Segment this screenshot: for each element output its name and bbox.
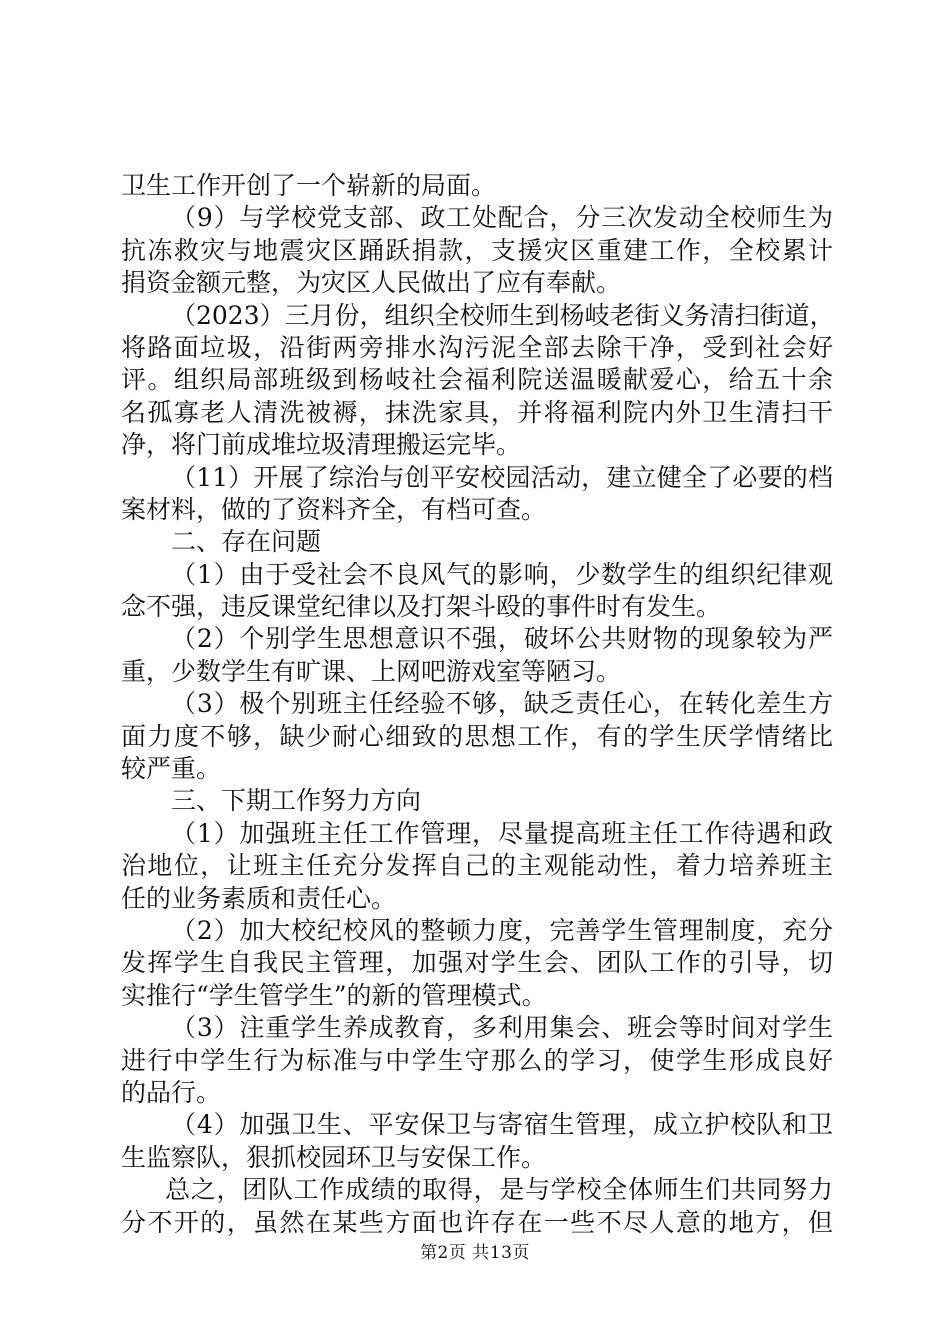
- text-line-10: （11）开展了综治与创平安校园活动，建立健全了必要的档: [171, 462, 833, 492]
- text-line-6: 将路面垃圾，沿街两旁排水沟污泥全部去除干净，受到社会好: [121, 332, 833, 362]
- text-line-22: 治地位，让班主任充分发挥自己的主观能动性，着力培养班主: [121, 851, 833, 881]
- text-line-14: 念不强，违反课堂纪律以及打架斗殴的事件时有发生。: [121, 592, 722, 622]
- text-line-28: 进行中学生行为标准与中学生守那么的学习，使学生形成良好: [121, 1045, 833, 1075]
- text-line-7: 评。组织局部班级到杨岐社会福利院送温暖献爱心，给五十余: [121, 365, 833, 395]
- text-line-3: 抗冻救灾与地震灾区踊跃捐款，支援灾区重建工作，全校累计: [121, 235, 833, 265]
- text-line-5: （2023）三月份，组织全校师生到杨岐老街义务清扫街道，: [171, 300, 835, 330]
- text-line-16: 重，少数学生有旷课、上网吧游戏室等陋习。: [121, 656, 622, 686]
- text-line-33: 分不开的，虽然在某些方面也许存在一些不尽人意的地方，但: [121, 1207, 833, 1237]
- text-line-21: （1）加强班主任工作管理，尽量提高班主任工作待遇和政: [171, 818, 833, 848]
- text-line-18: 面力度不够，缺少耐心细致的思想工作，有的学生厌学情绪比: [121, 721, 833, 751]
- text-line-25: 发挥学生自我民主管理，加强对学生会、团队工作的引导，切: [121, 948, 833, 978]
- page-number-footer: 第2页 共13页: [420, 1243, 530, 1263]
- text-line-4: 捐资金额元整，为灾区人民做出了应有奉献。: [121, 268, 622, 298]
- document-body: [121, 170, 833, 1239]
- text-line-1: 卫生工作开创了一个崭新的局面。: [121, 171, 497, 200]
- text-line-8: 名孤寡老人清洗被褥，抹洗家具，并将福利院内外卫生清扫干: [121, 397, 833, 427]
- text-line-24: （2）加大校纪校风的整顿力度，完善学生管理制度，充分: [171, 915, 833, 945]
- text-line-17: （3）极个别班主任经验不够，缺乏责任心，在转化差生方: [171, 689, 833, 719]
- text-line-19: 较严重。: [121, 754, 222, 784]
- text-line-13: （1）由于受社会不良风气的影响，少数学生的组织纪律观: [171, 559, 833, 589]
- text-line-23: 任的业务素质和责任心。: [121, 883, 397, 913]
- text-line-29: 的品行。: [121, 1077, 222, 1107]
- text-line-27: （3）注重学生养成教育，多利用集会、班会等时间对学生: [171, 1013, 833, 1043]
- section-heading-next-steps: 三、下期工作努力方向: [171, 786, 422, 816]
- text-line-2: （9）与学校党支部、政工处配合，分三次发动全校师生为: [171, 203, 833, 233]
- text-line-26: 实推行“学生管学生”的新的管理模式。: [121, 980, 547, 1010]
- section-heading-problems: 二、存在问题: [171, 527, 322, 557]
- text-line-31: 生监察队，狠抓校园环卫与安保工作。: [121, 1142, 547, 1172]
- text-line-15: （2）个别学生思想意识不强，破坏公共财物的现象较为严: [171, 624, 833, 654]
- text-line-9: 净，将门前成堆垃圾清理搬运完毕。: [121, 430, 522, 460]
- text-line-32: 总之，团队工作成绩的取得，是与学校全体师生们共同努力: [165, 1175, 833, 1205]
- text-line-11: 案材料，做的了资料齐全，有档可查。: [121, 494, 547, 524]
- text-line-30: （4）加强卫生、平安保卫与寄宿生管理，成立护校队和卫: [171, 1110, 833, 1140]
